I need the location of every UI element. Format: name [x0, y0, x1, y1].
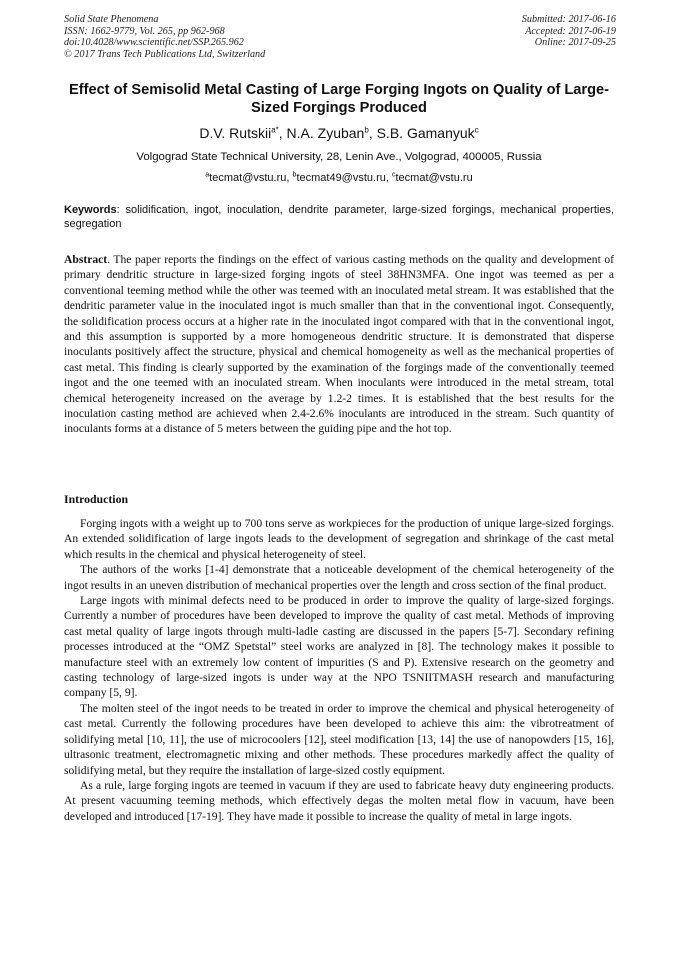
submission-dates: [522, 14, 616, 49]
keywords: [64, 203, 614, 231]
issn-volume-pages: ISSN: 1662-9779, Vol. 265, pp 962-968: [64, 25, 225, 37]
abstract-label: Abstract: [64, 253, 108, 266]
accepted-date: Accepted: 2017-06-19: [525, 25, 616, 37]
paragraph: Large ingots with minimal defects need to be produced in order to improve the quality of large-sized forgings. Currently a number of procedures have been developed to improve the quality of cast metal. Methods of improving cast metal quality of large ingots through multi-ladle casting are discussed in the papers [5-7]. Secondary refining processes introduced at the “OMZ Spetstal” steel works are analyzed in [8]. The technology makes it possible to manufacture steel with an extremely low content of impurities (S and P). Extensive research on the geometry and casting technology of large-sized ingots is under way at the NPO TSNIITMASH research and manufacturing company [5, 9].: [64, 594, 614, 700]
affiliation: Volgograd State Technical University, 28, Lenin Ave., Volgograd, 400005, Russia: [136, 151, 542, 163]
author-separator: ,: [368, 125, 377, 141]
email-address[interactable]: tecmat49@vstu.ru: [296, 172, 386, 184]
author-name: D.V. Rutskii: [199, 125, 272, 141]
abstract-text: . The paper reports the findings on the effect of various casting methods on the quality and development of primary dendritic structure in large-sized forging ingots of steel 38HN3MFA. One ingot was teemed as per a conventional teeming method while the other was teemed with an inoculated metal stream. It was established that the dendritic parameter value in the inoculated ingot is much smaller than that in the conventional ingot. Consequently, the solidification process occurs at a higher rate in the inoculated ingot compared with that in the conventional ingot, and this assumption is supported by a more homogeneous dendritic structure. It is demonstrated that disperse inoculants positively affect the structure, physical and chemical homogeneity as well as the mechanical properties of cast metal. This finding is clearly supported by the examination of the forgings made of the conventionally teemed ingot and the one teemed with an inoculated stream. When inoculants were introduced in the metal stream, total chemical heterogeneity increased on the average by 1.2-2 times. It is established that the best results for the inoculation casting method are achieved when 2.4-2.6% inoculants are introduced in the stream. Such quantity of inoculants forms at a distance of 5 meters between the guiding pipe and the hot top.: [64, 253, 614, 436]
paragraph: The authors of the works [1-4] demonstrate that a noticeable development of the chemical heterogeneity of the ingot results in an uneven distribution of mechanical properties over the length and cross section of the final product.: [64, 563, 614, 592]
abstract: [64, 252, 614, 437]
journal-info: [64, 14, 265, 60]
copyright: © 2017 Trans Tech Publications Ltd, Switzerland: [64, 48, 266, 60]
keywords-text: : solidification, ingot, inoculation, dendrite parameter, large-sized forgings, mechanical properties, segregation: [64, 204, 614, 230]
author-name: N.A. Zyuban: [286, 125, 365, 141]
submitted-date: Submitted: 2017-06-16: [521, 14, 616, 25]
author-list: [60, 124, 618, 142]
author-affiliation-mark: a*: [271, 125, 279, 135]
author-name: S.B. Gamanyuk: [376, 125, 475, 141]
online-date: Online: 2017-09-25: [534, 37, 616, 48]
paper-title: Effect of Semisolid Metal Casting of Large Forging Ingots on Quality of Large-Sized Forgings Produced: [69, 82, 609, 116]
email-mark: b: [292, 171, 297, 179]
keywords-label: Keywords: [64, 204, 117, 216]
author-affiliation-mark: c: [474, 125, 479, 135]
introduction-body: [64, 516, 614, 824]
email-address[interactable]: tecmat@vstu.ru: [209, 172, 287, 184]
paragraph: The molten steel of the ingot needs to be treated in order to improve the chemical and physical heterogeneity of cast metal. Currently the following procedures have been developed to achieve this aim: the vibrotreatment of solidifying metal [10, 11], the use of microcoolers [12], steel modification [13, 14] the use of nanopowders [15, 16], ultrasonic treatment, electromagnetic mixing and other methods. These procedures markedly affect the quality of solidifying metal, but they require the installation of large-sized costly equipment.: [64, 701, 614, 777]
author-separator: ,: [278, 125, 287, 141]
email-address[interactable]: tecmat@vstu.ru: [395, 172, 473, 184]
author-affiliation-mark: b: [364, 125, 369, 135]
email-separator: ,: [286, 172, 293, 184]
section-heading-introduction: Introduction: [64, 492, 129, 506]
journal-name: Solid State Phenomena: [64, 14, 159, 25]
email-list: [60, 171, 618, 185]
doi: doi:10.4028/www.scientific.net/SSP.265.962: [64, 37, 244, 48]
paragraph: As a rule, large forging ingots are teemed in vacuum if they are used to fabricate heavy duty engineering products. At present vacuuming teeming methods, which effectively degas the molten metal flow in vacuum, have been developed and introduced [17-19]. They have made it possible to increase the quality of metal in large ingots.: [64, 778, 614, 823]
email-separator: ,: [385, 172, 392, 184]
email-mark: c: [392, 171, 396, 179]
email-mark: a: [205, 171, 210, 179]
paragraph: Forging ingots with a weight up to 700 tons serve as workpieces for the production of unique large-sized forgings. An extended solidification of large ingots leads to the development of segregation and shrinkage of the cast metal which results in the chemical and physical heterogeneity of steel.: [64, 517, 614, 561]
